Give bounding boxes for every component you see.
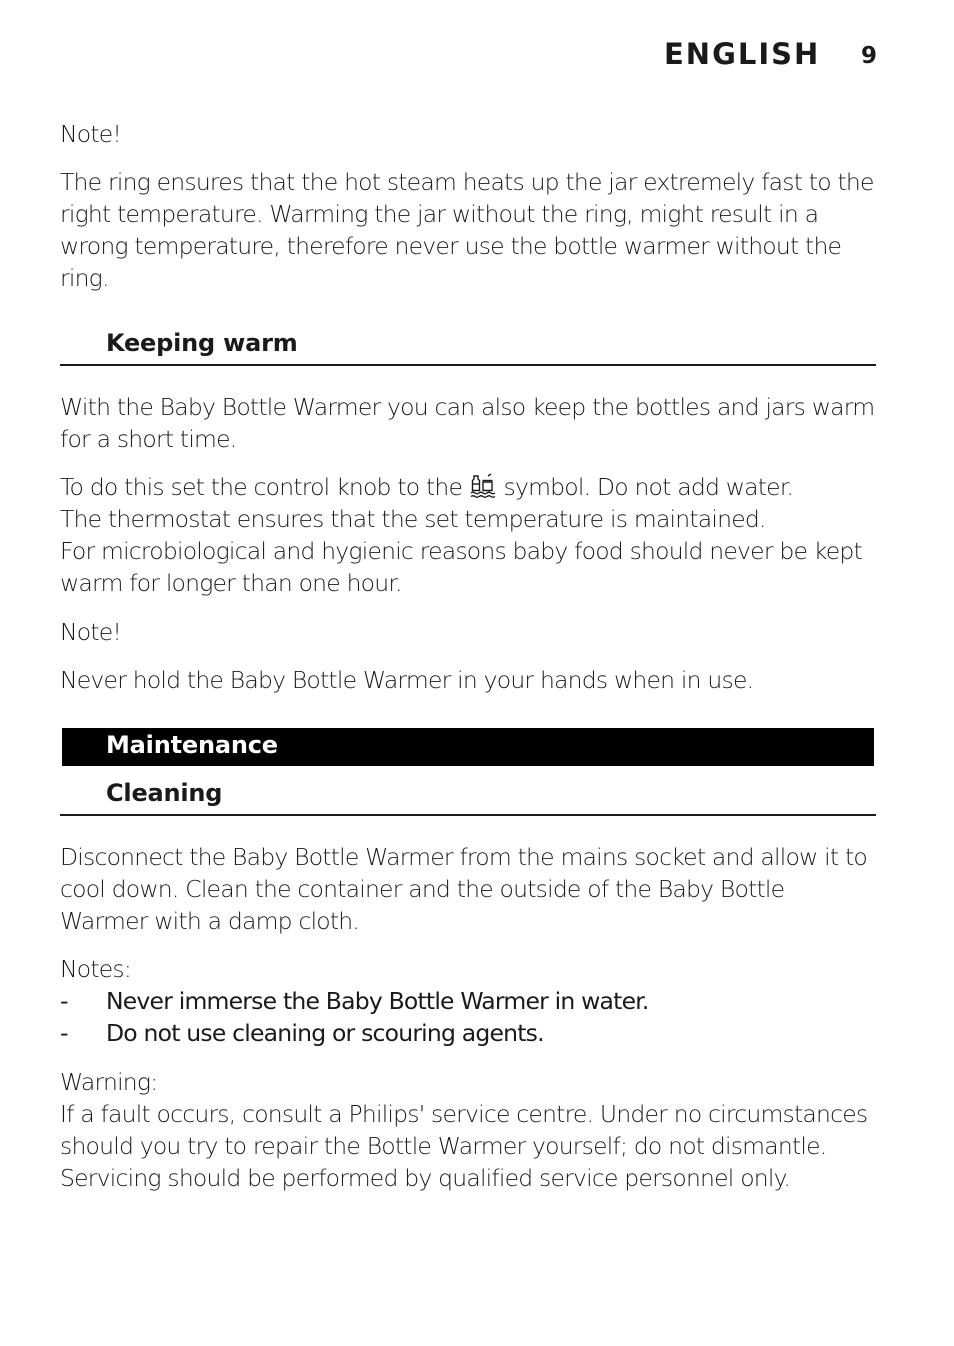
hygiene-text: For microbiological and hygienic reasons baby food should never be kept warm for longer than one hour. (60, 537, 862, 597)
bottle-and-jar-keep-warm-icon (469, 473, 497, 499)
instruction-before-icon: To do this set the control knob to the (60, 473, 463, 501)
page-number: 9 (861, 43, 878, 69)
cleaning-paragraph: Disconnect the Baby Bottle Warmer from the mains socket and allow it to cool down. Clean the container and the outside of the Baby Bottle Warmer with a damp cloth. (60, 843, 867, 935)
warning-text: If a fault occurs, consult a Philips' service centre. Under no circumstances should you try to repair the Bottle Warmer yourself; do not dismantle. Servicing should be performed by qualified service personnel only. (60, 1100, 868, 1192)
note-label: Note! (60, 120, 122, 148)
heading-underline (60, 364, 876, 366)
language-label: ENGLISH (664, 37, 821, 71)
instruction-after-icon: symbol. Do not add water. (503, 473, 794, 501)
ring-note-paragraph: The ring ensures that the hot steam heats up the jar extremely fast to the right temperature. Warming the jar without the ring, might result in a wrong temperature, therefore never use the bottle warmer without the ring. (60, 168, 874, 292)
thermostat-text: The thermostat ensures that the set temperature is maintained. (60, 505, 766, 533)
heading-underline (60, 814, 876, 816)
maintenance-title: Maintenance (106, 731, 278, 759)
maintenance-section-bar (62, 728, 874, 766)
keeping-warm-note-label: Note! (60, 618, 122, 646)
warning-label: Warning: (60, 1068, 158, 1096)
warning-block (60, 1066, 876, 1194)
list-item-text: Do not use cleaning or scouring agents. (106, 1019, 544, 1047)
keeping-warm-note-text: Never hold the Baby Bottle Warmer in your hands when in use. (60, 666, 754, 694)
notes-label: Notes: (60, 955, 131, 983)
list-item-text: Never immerse the Baby Bottle Warmer in water. (106, 987, 649, 1015)
list-dash: - (60, 1019, 68, 1047)
keeping-warm-intro: With the Baby Bottle Warmer you can also keep the bottles and jars warm for a short time. (60, 393, 875, 453)
keeping-warm-instruction (60, 471, 876, 599)
keeping-warm-heading: Keeping warm (106, 329, 298, 357)
list-dash: - (60, 987, 68, 1015)
cleaning-heading: Cleaning (106, 779, 223, 807)
